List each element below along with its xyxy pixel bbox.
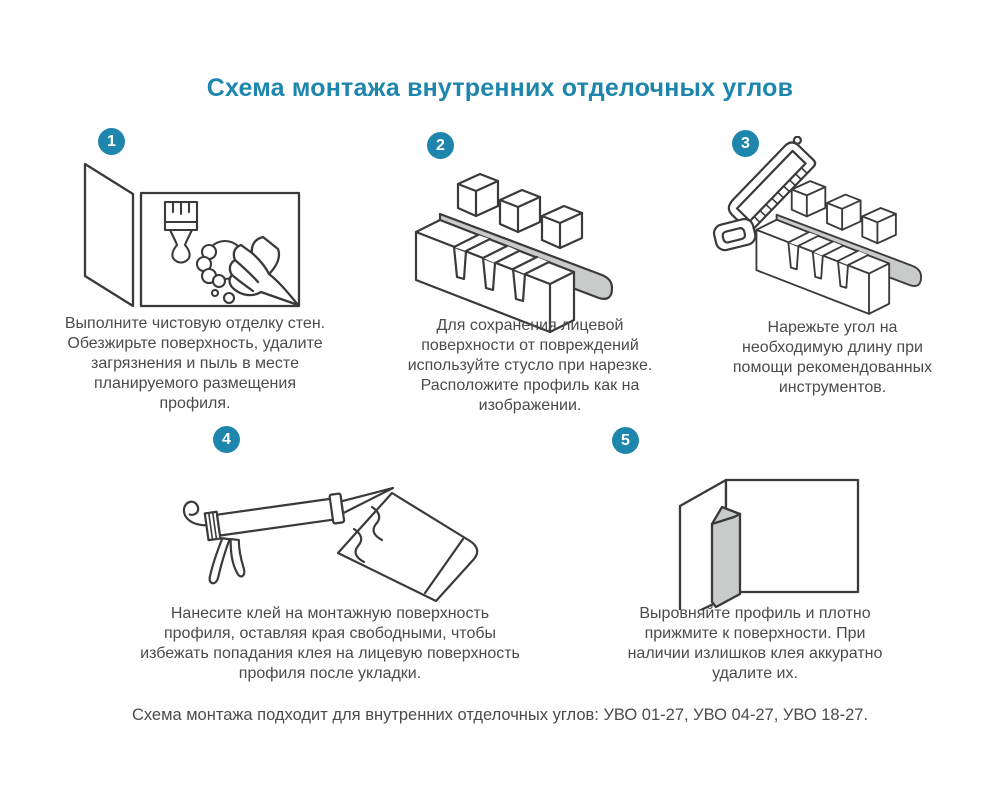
step-3 [690,128,975,418]
compatibility-note: Схема монтажа подходит для внутренних отделочных углов: УВО 01-27, УВО 04-27, УВО 18-27. [131,706,869,724]
step-1 [40,128,350,418]
step-number-badge: 5 [612,427,639,454]
wall-corner-icon [680,480,858,610]
step-4 [110,420,550,690]
step-number-badge: 2 [427,132,454,159]
miter-box-icon [416,174,612,332]
angle-profile-icon [338,493,477,601]
step-number-badge: 3 [732,130,759,157]
step-caption: Выполните чистовую отделку стен. Обезжирьте поверхность, удалите загрязнения и пыль в месте планируемого размещения профиля. [64,315,326,412]
step-caption: Нанесите клей на монтажную поверхность профиля, оставляя края свободными, чтобы избежать попадания клея на лицевую поверхность профиля после укладки. [140,605,520,682]
step-number-badge: 1 [98,128,125,155]
miter-box-illustration [400,156,660,336]
step-caption: Для сохранения лицевой поверхности от повреждений используйте стусло при нарезке. Расположите профиль как на изображении. [407,317,653,414]
page-title: Схема монтажа внутренних отделочных углов [206,74,794,102]
hacksaw-cutting-illustration [695,136,965,321]
wall-cleaning-illustration [65,160,325,310]
profile-pressing-illustration [638,450,908,610]
step-5 [580,420,930,690]
step-number-badge: 4 [213,426,240,453]
step-2 [385,128,675,418]
glue-application-illustration [160,455,500,605]
step-caption: Нарежьте угол на необходимую длину при помощи рекомендованных инструментов. [732,319,933,396]
step-caption: Выровняйте профиль и плотно прижмите к поверхности. При наличии излишков клея аккуратно удалите их. [627,605,883,682]
